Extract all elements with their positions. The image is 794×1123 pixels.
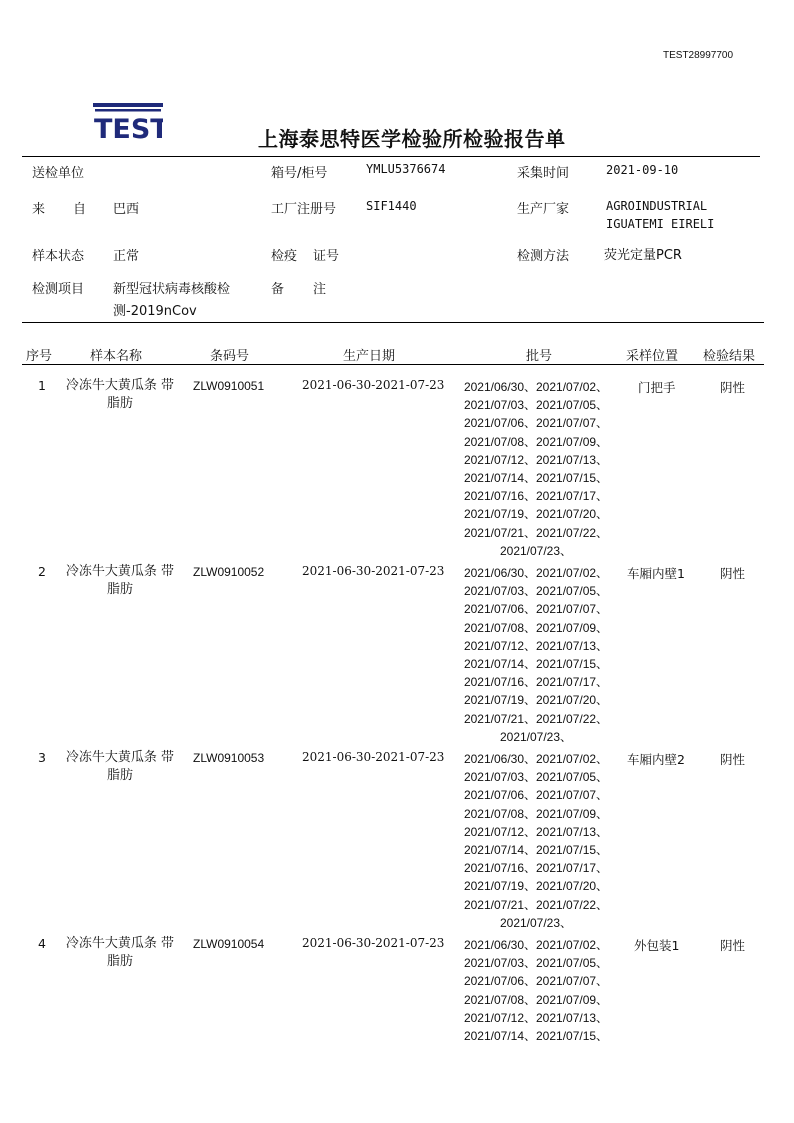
collect-value: 2021-09-10 bbox=[606, 163, 679, 177]
origin-value: 巴西 bbox=[113, 202, 140, 217]
test-logo bbox=[93, 103, 163, 141]
row-4-location: 外包装1 bbox=[634, 938, 680, 953]
row-3-batch: 2021/06/30、2021/07/02、2021/07/03、2021/07/05、2021/07/06、2021/07/07、2021/07/08、2021/07/09、2021/07/12、2021/07/13、2021/07/14、2021/07/15、2021/07/16、2021/07/17、2021/07/19、2021/07/20、2021/07/21、2021/07/22、2021/07/23、 bbox=[463, 752, 609, 930]
item-value-1: 新型冠状病毒核酸检 bbox=[113, 282, 231, 297]
row-2-result: 阴性 bbox=[720, 566, 746, 581]
th-code: 条码号 bbox=[210, 349, 250, 364]
row-3-name: 冷冻牛大黄瓜条 带脂肪 bbox=[65, 750, 175, 783]
method-label: 检测方法 bbox=[517, 249, 570, 264]
factory-value: SIF1440 bbox=[366, 199, 417, 213]
row-1-name: 冷冻牛大黄瓜条 带脂肪 bbox=[65, 378, 175, 411]
row-1-batch: 2021/06/30、2021/07/02、2021/07/03、2021/07/05、2021/07/06、2021/07/07、2021/07/08、2021/07/09、2021/07/12、2021/07/13、2021/07/14、2021/07/15、2021/07/16、2021/07/17、2021/07/19、2021/07/20、2021/07/21、2021/07/22、2021/07/23、 bbox=[463, 380, 609, 558]
quarantine-label-1: 检疫 bbox=[271, 249, 298, 264]
info-divider bbox=[22, 322, 764, 323]
item-label: 检测项目 bbox=[32, 282, 85, 297]
header-divider bbox=[22, 364, 764, 365]
th-result: 检验结果 bbox=[703, 349, 756, 364]
collect-label: 采集时间 bbox=[517, 166, 570, 181]
row-3-date: 2021-06-30-2021-07-23 bbox=[302, 750, 445, 764]
origin-label-2: 自 bbox=[73, 202, 87, 217]
maker-value-2: IGUATEMI EIRELI bbox=[606, 217, 715, 231]
factory-label: 工厂注册号 bbox=[271, 202, 337, 217]
th-no: 序号 bbox=[26, 349, 53, 364]
status-value: 正常 bbox=[113, 249, 140, 264]
row-1-code: ZLW0910051 bbox=[193, 379, 265, 393]
row-1-location: 门把手 bbox=[638, 380, 676, 395]
remark-label-1: 备 bbox=[271, 282, 285, 297]
row-4-no: 4 bbox=[38, 936, 46, 951]
origin-label-1: 来 bbox=[32, 202, 46, 217]
top-divider bbox=[22, 156, 760, 157]
remark-label-2: 注 bbox=[313, 282, 327, 297]
row-4-code: ZLW0910054 bbox=[193, 937, 265, 951]
row-3-location: 车厢内壁2 bbox=[627, 752, 685, 767]
report-title: 上海泰思特医学检验所检验报告单 bbox=[258, 127, 566, 151]
quarantine-label-2: 证号 bbox=[313, 249, 340, 264]
logo-text: TEST bbox=[94, 114, 163, 141]
row-1-no: 1 bbox=[38, 378, 46, 393]
th-location: 采样位置 bbox=[626, 349, 679, 364]
status-label: 样本状态 bbox=[32, 249, 85, 264]
method-value: 荧光定量PCR bbox=[604, 248, 682, 263]
maker-value-1: AGROINDUSTRIAL bbox=[606, 199, 708, 213]
th-name: 样本名称 bbox=[90, 349, 143, 364]
row-2-code: ZLW0910052 bbox=[193, 565, 265, 579]
row-2-name: 冷冻牛大黄瓜条 带脂肪 bbox=[65, 564, 175, 597]
box-label: 箱号/柜号 bbox=[271, 166, 328, 181]
row-4-result: 阴性 bbox=[720, 938, 746, 953]
row-4-batch: 2021/06/30、2021/07/02、2021/07/03、2021/07/05、2021/07/06、2021/07/07、2021/07/08、2021/07/09、2021/07/12、2021/07/13、2021/07/14、2021/07/15、 bbox=[463, 938, 609, 1044]
sender-label: 送检单位 bbox=[32, 166, 85, 181]
row-4-name: 冷冻牛大黄瓜条 带脂肪 bbox=[65, 936, 175, 969]
row-2-date: 2021-06-30-2021-07-23 bbox=[302, 564, 445, 578]
row-2-location: 车厢内壁1 bbox=[627, 566, 685, 581]
row-1-date: 2021-06-30-2021-07-23 bbox=[302, 378, 445, 392]
maker-label: 生产厂家 bbox=[517, 202, 570, 217]
report-id: TEST28997700 bbox=[663, 50, 734, 61]
test-logo-graphic bbox=[93, 103, 163, 141]
item-value-2: 测-2019nCov bbox=[113, 304, 197, 319]
box-value: YMLU5376674 bbox=[366, 162, 446, 176]
th-date: 生产日期 bbox=[343, 349, 396, 364]
row-1-result: 阴性 bbox=[720, 380, 746, 395]
row-3-code: ZLW0910053 bbox=[193, 751, 265, 765]
row-4-date: 2021-06-30-2021-07-23 bbox=[302, 936, 445, 950]
row-2-no: 2 bbox=[38, 564, 46, 579]
th-batch: 批号 bbox=[526, 349, 553, 364]
row-3-no: 3 bbox=[38, 750, 46, 765]
row-2-batch: 2021/06/30、2021/07/02、2021/07/03、2021/07/05、2021/07/06、2021/07/07、2021/07/08、2021/07/09、2021/07/12、2021/07/13、2021/07/14、2021/07/15、2021/07/16、2021/07/17、2021/07/19、2021/07/20、2021/07/21、2021/07/22、2021/07/23、 bbox=[463, 566, 609, 744]
row-3-result: 阴性 bbox=[720, 752, 746, 767]
